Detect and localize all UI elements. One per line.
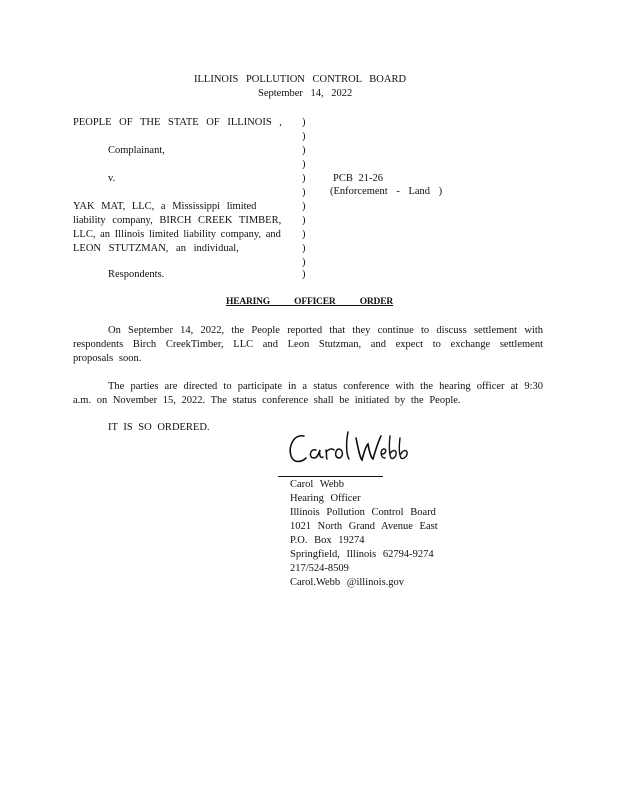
signer-name: Carol Webb bbox=[290, 479, 344, 490]
signer-po-box: P.O. Box 19274 bbox=[290, 535, 365, 546]
case-type: (Enforcement - Land ) bbox=[330, 186, 443, 197]
caption-respondent-line: LEON STUTZMAN, an individual, bbox=[73, 243, 239, 254]
caption-respondent-line: liability company, BIRCH CREEK TIMBER, bbox=[73, 215, 282, 226]
order-date: September 14, 2022 bbox=[258, 88, 353, 99]
caption-respondent-line: YAK MAT, LLC, a Mississippi limited bbox=[73, 201, 257, 212]
closing-line: IT IS SO ORDERED. bbox=[108, 422, 210, 433]
caption-paren: ) bbox=[302, 131, 306, 142]
caption-paren: ) bbox=[302, 187, 306, 198]
order-paragraph-1 bbox=[73, 324, 543, 366]
board-name: ILLINOIS POLLUTION CONTROL BOARD bbox=[194, 74, 407, 85]
signature-line bbox=[278, 476, 383, 477]
signer-street: 1021 North Grand Avenue East bbox=[290, 521, 438, 532]
caption-respondent-line: LLC, an Illinois limited liability company, and bbox=[73, 229, 281, 240]
caption-paren: ) bbox=[302, 269, 306, 280]
caption-paren: ) bbox=[302, 243, 306, 254]
caption-paren: ) bbox=[302, 229, 306, 240]
caption-complainant: Complainant, bbox=[108, 145, 165, 156]
order-title: HEARING OFFICER ORDER bbox=[226, 297, 394, 307]
caption-paren: ) bbox=[302, 145, 306, 156]
signature-block bbox=[290, 478, 438, 590]
caption-paren: ) bbox=[302, 173, 306, 184]
case-number: PCB 21-26 bbox=[333, 173, 383, 184]
caption-people: PEOPLE OF THE STATE OF ILLINOIS , bbox=[73, 117, 282, 128]
paragraph-1-text: On September 14, 2022, the People reported that they continue to discuss settlement with respondents Birch CreekTimber, LLC and Leon Stutzman, and expect to exchange settlement proposals soon. bbox=[73, 325, 543, 364]
caption-respondents: Respondents. bbox=[108, 269, 165, 280]
order-paragraph-2 bbox=[73, 380, 543, 408]
handwritten-signature bbox=[286, 428, 416, 472]
caption-paren: ) bbox=[302, 215, 306, 226]
signer-title: Hearing Officer bbox=[290, 493, 361, 504]
paragraph-2-text: The parties are directed to participate in a status conference with the hearing officer at 9:30 a.m. on November 15, 2022. The status conference shall be initiated by the People. bbox=[73, 381, 543, 406]
caption-paren: ) bbox=[302, 159, 306, 170]
caption-paren: ) bbox=[302, 257, 306, 268]
caption-paren: ) bbox=[302, 201, 306, 212]
caption-versus: v. bbox=[108, 173, 116, 184]
caption-paren: ) bbox=[302, 117, 306, 128]
signer-phone: 217/524-8509 bbox=[290, 563, 349, 574]
signer-organization: Illinois Pollution Control Board bbox=[290, 507, 436, 518]
signer-email[interactable]: Carol.Webb @illinois.gov bbox=[290, 577, 405, 588]
signer-city: Springfield, Illinois 62794-9274 bbox=[290, 549, 434, 560]
